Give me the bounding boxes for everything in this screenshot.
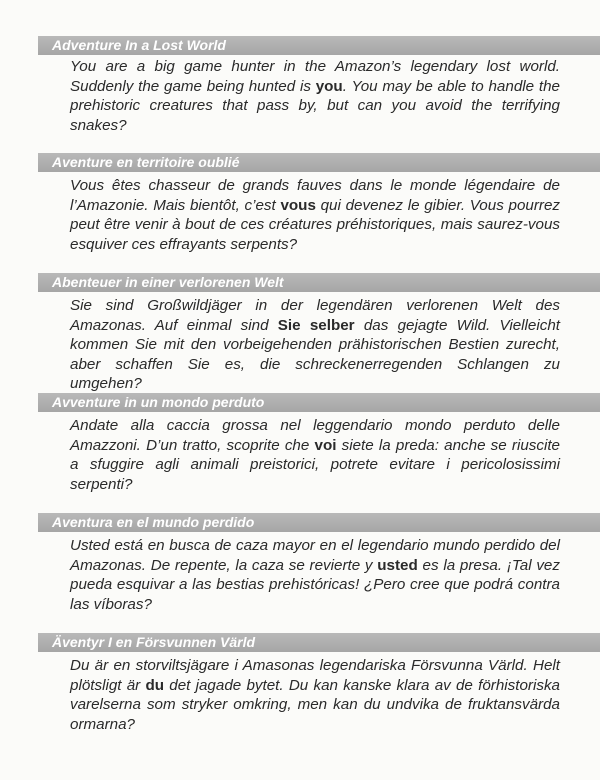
section-text: [70, 656, 560, 734]
text-run: You are a big game hunter in the Amazon’s legendary lost world. Suddenly the game being hunted is: [70, 58, 560, 95]
emphasis-word: voi: [314, 436, 337, 454]
emphasis-word: usted: [377, 556, 418, 574]
text-run: es la presa. ¡Tal vez pueda esquivar a las bestias prehistóricas! ¿Pero cree que podrá contra las víboras?: [70, 556, 560, 613]
section-heading: Adventure In a Lost World: [38, 36, 600, 55]
section-text: [70, 57, 560, 135]
text-run: . You may be able to handle the prehistoric creatures that pass by, but can you avoid the terrifying snakes?: [70, 77, 560, 134]
text-run: det jagade bytet. Du kan kanske klara av de förhistoriska varelserna som stryker omkring, men kan du undvika de fruktansvärda ormarna?: [70, 676, 560, 733]
emphasis-word: du: [145, 676, 165, 694]
section-heading: Aventura en el mundo perdido: [38, 513, 600, 532]
section-heading: Abenteuer in einer verlorenen Welt: [38, 273, 600, 292]
text-run: Usted está en busca de caza mayor en el legendario mundo perdido del Amazonas. De repente, la caza se revierte y: [70, 537, 560, 574]
section-text: [70, 176, 560, 254]
text-run: siete la preda: anche se riuscite a sfuggire agli animali preistorici, potrete evitare i pericolosissimi serpenti?: [70, 436, 561, 493]
section-text: [70, 416, 560, 494]
emphasis-word: Sie selber: [277, 316, 355, 334]
section-heading: Aventure en territoire oublié: [38, 153, 600, 172]
text-run: Du är en storviltsjägare i Amasonas legendariska Försvunna Värld. Helt plötsligt är: [70, 657, 560, 694]
section-text: [70, 536, 560, 614]
section-text: [70, 296, 560, 394]
section-heading: Avventure in un mondo perduto: [38, 393, 600, 412]
text-run: Andate alla caccia grossa nel leggendario mondo perduto delle Amazzoni. D’un tratto, scoprite che: [70, 417, 560, 454]
text-run: das gejagte Wild. Vielleicht kommen Sie mit den vorbeigehenden prähistorischen Bestien zurecht, aber schaffen Sie es, die schreckenerregenden Schlangen zu umgehen?: [70, 316, 561, 393]
text-run: Sie sind Großwildjäger in der legendären verlorenen Welt des Amazonas. Auf einmal sind: [70, 297, 560, 334]
text-run: Vous êtes chasseur de grands fauves dans le monde légendaire de l’Amazonie. Mais bientôt, c’est: [70, 177, 560, 214]
emphasis-word: vous: [280, 196, 316, 214]
text-run: qui devenez le gibier. Vous pourrez peut être venir à bout de ces créatures préhistoriques, mais saurez-vous esquiver ces effrayants serpents?: [70, 196, 560, 253]
emphasis-word: you: [315, 77, 343, 95]
section-heading: Äventyr I en Försvunnen Värld: [38, 633, 600, 652]
